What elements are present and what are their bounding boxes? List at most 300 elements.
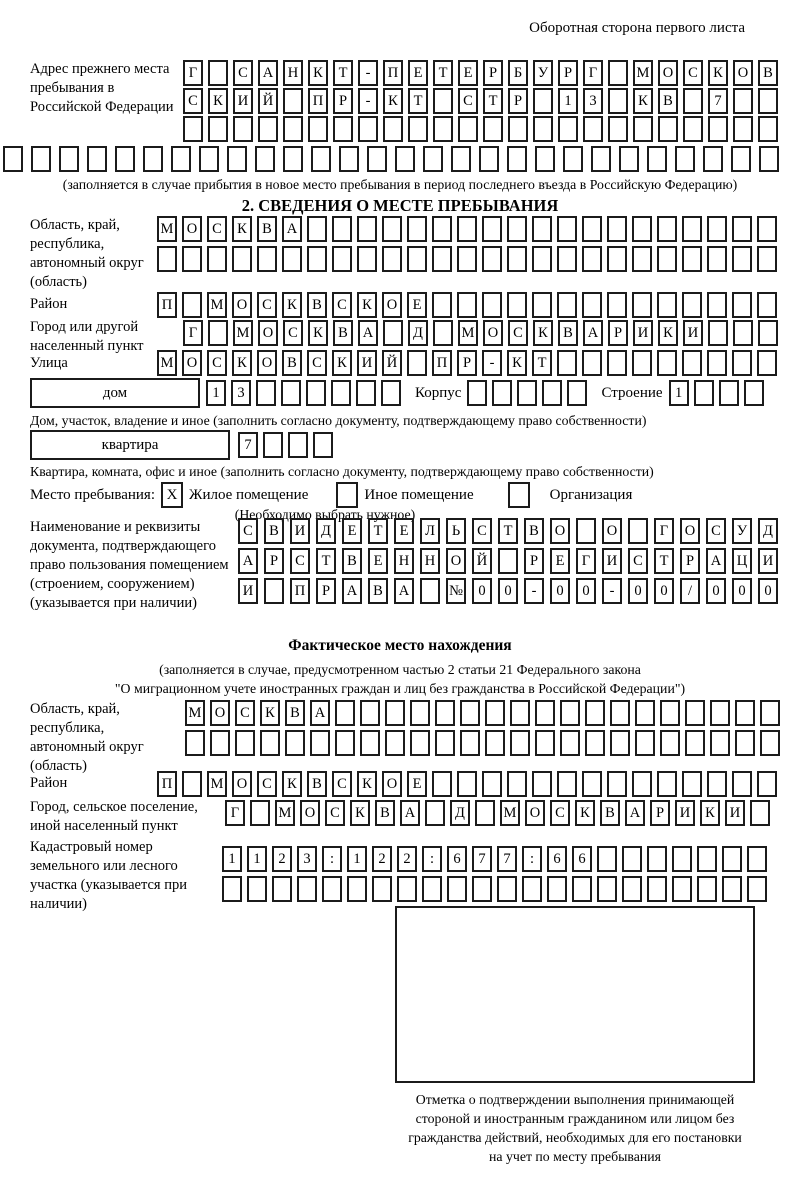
region-row-2	[157, 246, 777, 272]
prev-address-note: (заполняется в случае прибытия в новое место пребывания в период последнего въезда в Российскую Федерацию)	[62, 177, 738, 192]
confirmation-stamp-box	[395, 906, 755, 1083]
stamp-caption	[385, 1090, 765, 1166]
char-box	[710, 700, 730, 726]
char-box	[435, 730, 455, 756]
char-box	[183, 116, 203, 142]
stamp-caption-line: стороной и иностранным гражданином или лицом без	[415, 1111, 735, 1126]
char-box	[433, 88, 453, 114]
char-box	[433, 320, 453, 346]
char-box	[357, 216, 377, 242]
char-box	[622, 846, 642, 872]
char-box	[533, 88, 553, 114]
char-box	[608, 88, 628, 114]
char-box	[517, 380, 537, 406]
char-box	[683, 88, 703, 114]
char-box: Д	[408, 320, 428, 346]
char-box: Т	[483, 88, 503, 114]
apartment-cells	[238, 432, 333, 458]
char-box: А	[310, 700, 330, 726]
char-box: И	[683, 320, 703, 346]
korpus-label: Корпус	[415, 384, 462, 401]
char-box	[685, 730, 705, 756]
stamp-caption-line: гражданства действий, необходимых для его постановки	[408, 1130, 742, 1145]
char-box: Р	[333, 88, 353, 114]
region-label: Область, край, республика, автономный округ (область)	[30, 217, 144, 290]
char-box	[385, 730, 405, 756]
char-box	[227, 146, 247, 172]
char-box: О	[300, 800, 320, 826]
char-box	[597, 846, 617, 872]
char-box	[485, 700, 505, 726]
char-box	[533, 116, 553, 142]
char-box: Е	[407, 292, 427, 318]
char-box	[207, 246, 227, 272]
char-box	[260, 730, 280, 756]
city-row	[183, 320, 778, 346]
char-box: К	[282, 292, 302, 318]
char-box	[560, 700, 580, 726]
char-box	[758, 88, 778, 114]
char-box: Т	[532, 350, 552, 376]
char-box: П	[308, 88, 328, 114]
option-zhiloe-label: Жилое помещение	[189, 486, 309, 503]
char-box: 7	[497, 846, 517, 872]
char-box: И	[725, 800, 745, 826]
char-box	[647, 846, 667, 872]
char-box: В	[307, 771, 327, 797]
char-box	[432, 216, 452, 242]
char-box: К	[533, 320, 553, 346]
char-box: 1	[247, 846, 267, 872]
char-box	[360, 730, 380, 756]
char-box: 6	[572, 846, 592, 872]
char-box: К	[308, 320, 328, 346]
char-box	[560, 730, 580, 756]
char-box: С	[235, 700, 255, 726]
char-box: М	[185, 700, 205, 726]
char-box	[744, 380, 764, 406]
char-box: Т	[368, 518, 388, 544]
char-box	[283, 88, 303, 114]
char-box	[208, 60, 228, 86]
char-box: -	[524, 578, 544, 604]
char-box	[732, 292, 752, 318]
char-box	[308, 116, 328, 142]
char-box: К	[282, 771, 302, 797]
char-box: У	[533, 60, 553, 86]
char-box	[422, 876, 442, 902]
char-box: 7	[238, 432, 258, 458]
char-box	[410, 730, 430, 756]
char-box: С	[283, 320, 303, 346]
section2-title: 2. СВЕДЕНИЯ О МЕСТЕ ПРЕБЫВАНИЯ	[241, 196, 559, 215]
char-box	[472, 876, 492, 902]
char-box: Р	[680, 548, 700, 574]
char-box	[482, 246, 502, 272]
char-box	[758, 320, 778, 346]
apartment-box-label: квартира	[30, 430, 230, 460]
char-box: К	[308, 60, 328, 86]
char-box	[263, 432, 283, 458]
char-box	[457, 771, 477, 797]
char-box: Т	[316, 548, 336, 574]
char-box	[682, 771, 702, 797]
char-box: Е	[408, 60, 428, 86]
char-box: В	[342, 548, 362, 574]
char-box	[757, 292, 777, 318]
char-box	[182, 771, 202, 797]
actual-district-label: Район	[30, 775, 68, 791]
char-box: О	[483, 320, 503, 346]
char-box	[759, 146, 779, 172]
char-box	[208, 116, 228, 142]
char-box: 7	[472, 846, 492, 872]
char-box	[233, 116, 253, 142]
char-box: В	[658, 88, 678, 114]
char-box: И	[357, 350, 377, 376]
street-label: Улица	[30, 355, 68, 371]
char-box	[408, 116, 428, 142]
cadastral-row-1	[222, 846, 767, 872]
char-box	[685, 700, 705, 726]
char-box	[710, 730, 730, 756]
char-box	[582, 292, 602, 318]
char-box	[171, 146, 191, 172]
char-box	[432, 771, 452, 797]
char-box: Т	[654, 548, 674, 574]
char-box	[682, 292, 702, 318]
char-box	[632, 216, 652, 242]
char-box: 1	[669, 380, 689, 406]
char-box	[322, 876, 342, 902]
char-box	[510, 700, 530, 726]
char-box: И	[290, 518, 310, 544]
char-box	[675, 146, 695, 172]
char-box: Д	[758, 518, 778, 544]
char-box	[281, 380, 301, 406]
char-box	[360, 700, 380, 726]
char-box	[572, 876, 592, 902]
char-box: Е	[342, 518, 362, 544]
char-box	[760, 730, 780, 756]
char-box: С	[332, 292, 352, 318]
char-box	[382, 246, 402, 272]
char-box: Т	[333, 60, 353, 86]
char-box	[307, 246, 327, 272]
char-box	[235, 730, 255, 756]
char-box: М	[275, 800, 295, 826]
char-box	[733, 116, 753, 142]
char-box	[608, 60, 628, 86]
char-box: М	[207, 771, 227, 797]
char-box: А	[625, 800, 645, 826]
actual-region-row-1	[185, 700, 780, 726]
cadastral-row-2	[222, 876, 767, 902]
actual-city-row	[225, 800, 770, 826]
char-box	[31, 146, 51, 172]
char-box	[307, 216, 327, 242]
region-row-1	[157, 216, 777, 242]
char-box	[510, 730, 530, 756]
stay-type-line	[30, 482, 638, 508]
char-box: К	[357, 292, 377, 318]
char-box	[707, 216, 727, 242]
char-box: :	[322, 846, 342, 872]
char-box	[682, 350, 702, 376]
char-box	[115, 146, 135, 172]
char-box: С	[325, 800, 345, 826]
house-cells	[206, 380, 401, 406]
char-box: И	[233, 88, 253, 114]
char-box	[522, 876, 542, 902]
char-box	[222, 876, 242, 902]
char-box	[703, 146, 723, 172]
char-box: О	[602, 518, 622, 544]
char-box	[607, 216, 627, 242]
char-box	[657, 292, 677, 318]
char-box	[682, 216, 702, 242]
char-box: С	[290, 548, 310, 574]
char-box	[558, 116, 578, 142]
char-box	[607, 246, 627, 272]
char-box: С	[257, 292, 277, 318]
char-box: В	[558, 320, 578, 346]
char-box: М	[458, 320, 478, 346]
char-box: Р	[264, 548, 284, 574]
char-box	[747, 876, 767, 902]
char-box	[332, 246, 352, 272]
char-box: С	[458, 88, 478, 114]
char-box	[482, 771, 502, 797]
char-box	[59, 146, 79, 172]
char-box: Г	[183, 60, 203, 86]
char-box	[757, 771, 777, 797]
actual-city-label: Город, сельское поселение, иной населенный пункт	[30, 799, 198, 834]
prev-address-row-4	[3, 146, 779, 172]
char-box: П	[157, 771, 177, 797]
char-box	[610, 700, 630, 726]
char-box: Н	[283, 60, 303, 86]
char-box: В	[600, 800, 620, 826]
char-box: М	[207, 292, 227, 318]
char-box	[425, 800, 445, 826]
char-box: Р	[558, 60, 578, 86]
stamp-caption-line: на учет по месту пребывания	[489, 1149, 661, 1164]
char-box: К	[658, 320, 678, 346]
char-box: 2	[372, 846, 392, 872]
char-box	[632, 292, 652, 318]
char-box	[532, 771, 552, 797]
char-box	[622, 876, 642, 902]
char-box: В	[758, 60, 778, 86]
document-label: Наименование и реквизиты документа, подтверждающего право пользования помещением (строением, сооружением) (указывается при наличии)	[30, 519, 229, 611]
char-box: Н	[394, 548, 414, 574]
char-box	[381, 380, 401, 406]
char-box: №	[446, 578, 466, 604]
char-box	[255, 146, 275, 172]
actual-region-row-2	[185, 730, 780, 756]
char-box: О	[232, 771, 252, 797]
char-box	[757, 246, 777, 272]
document-row-1	[238, 518, 778, 544]
char-box: И	[238, 578, 258, 604]
char-box	[547, 876, 567, 902]
char-box: С	[628, 548, 648, 574]
char-box: Б	[508, 60, 528, 86]
char-box	[335, 730, 355, 756]
char-box: Й	[258, 88, 278, 114]
char-box	[483, 116, 503, 142]
char-box: О	[182, 350, 202, 376]
char-box	[607, 771, 627, 797]
char-box: С	[508, 320, 528, 346]
char-box	[660, 700, 680, 726]
char-box: 0	[706, 578, 726, 604]
char-box: А	[706, 548, 726, 574]
char-box	[732, 246, 752, 272]
char-box: А	[258, 60, 278, 86]
char-box: 1	[206, 380, 226, 406]
char-box	[283, 146, 303, 172]
char-box: В	[307, 292, 327, 318]
house-line	[30, 378, 764, 408]
char-box	[576, 518, 596, 544]
char-box: С	[207, 350, 227, 376]
char-box: Р	[608, 320, 628, 346]
char-box	[264, 578, 284, 604]
char-box	[707, 771, 727, 797]
char-box: Т	[433, 60, 453, 86]
char-box: В	[264, 518, 284, 544]
char-box	[498, 548, 518, 574]
checkbox-inoe	[336, 482, 358, 508]
char-box	[407, 246, 427, 272]
document-rows	[238, 518, 778, 608]
char-box	[423, 146, 443, 172]
actual-note-line2: "О миграционном учете иностранных граждан и лиц без гражданства в Российской Федерации")	[114, 681, 686, 696]
char-box: М	[633, 60, 653, 86]
char-box: О	[733, 60, 753, 86]
char-box	[697, 846, 717, 872]
char-box: К	[260, 700, 280, 726]
char-box: О	[382, 292, 402, 318]
char-box	[395, 146, 415, 172]
char-box	[339, 146, 359, 172]
char-box	[683, 116, 703, 142]
char-box	[331, 380, 351, 406]
prev-address-row-1	[183, 60, 778, 86]
char-box: Р	[483, 60, 503, 86]
char-box	[658, 116, 678, 142]
char-box	[507, 246, 527, 272]
char-box: С	[233, 60, 253, 86]
char-box	[432, 292, 452, 318]
char-box: В	[333, 320, 353, 346]
char-box: К	[507, 350, 527, 376]
char-box: 3	[583, 88, 603, 114]
char-box: К	[208, 88, 228, 114]
char-box: 6	[547, 846, 567, 872]
actual-region-rows	[185, 700, 780, 760]
char-box	[182, 292, 202, 318]
char-box: Р	[508, 88, 528, 114]
char-box	[385, 700, 405, 726]
char-box	[283, 116, 303, 142]
char-box	[382, 216, 402, 242]
char-box: О	[550, 518, 570, 544]
char-box	[722, 876, 742, 902]
char-box: /	[680, 578, 700, 604]
char-box	[632, 771, 652, 797]
char-box	[633, 116, 653, 142]
char-box	[210, 730, 230, 756]
char-box	[3, 146, 23, 172]
char-box: О	[525, 800, 545, 826]
char-box: В	[524, 518, 544, 544]
actual-district-row	[157, 771, 777, 797]
char-box: Т	[498, 518, 518, 544]
char-box	[733, 88, 753, 114]
char-box: Е	[394, 518, 414, 544]
char-box	[482, 216, 502, 242]
char-box: В	[375, 800, 395, 826]
char-box	[657, 246, 677, 272]
char-box: Г	[576, 548, 596, 574]
char-box	[182, 246, 202, 272]
char-box: А	[400, 800, 420, 826]
char-box	[731, 146, 751, 172]
char-box: 0	[628, 578, 648, 604]
char-box: М	[500, 800, 520, 826]
char-box	[507, 771, 527, 797]
char-box	[732, 216, 752, 242]
char-box: К	[633, 88, 653, 114]
char-box: В	[257, 216, 277, 242]
char-box	[497, 876, 517, 902]
char-box	[475, 800, 495, 826]
char-box: К	[232, 216, 252, 242]
char-box: А	[358, 320, 378, 346]
char-box	[232, 246, 252, 272]
char-box	[608, 116, 628, 142]
char-box: Ь	[446, 518, 466, 544]
char-box: Д	[450, 800, 470, 826]
char-box: А	[583, 320, 603, 346]
char-box: И	[675, 800, 695, 826]
char-box	[719, 380, 739, 406]
char-box: В	[285, 700, 305, 726]
char-box: К	[700, 800, 720, 826]
char-box	[407, 216, 427, 242]
char-box	[143, 146, 163, 172]
char-box: Л	[420, 518, 440, 544]
char-box: О	[182, 216, 202, 242]
char-box	[582, 771, 602, 797]
char-box: 3	[231, 380, 251, 406]
stroenie-cells	[669, 380, 764, 406]
char-box: Г	[225, 800, 245, 826]
char-box: В	[368, 578, 388, 604]
char-box	[567, 380, 587, 406]
option-inoe-label: Иное помещение	[364, 486, 474, 503]
char-box: И	[602, 548, 622, 574]
char-box	[357, 246, 377, 272]
char-box	[199, 146, 219, 172]
char-box: 2	[397, 846, 417, 872]
char-box	[647, 876, 667, 902]
char-box	[672, 876, 692, 902]
char-box	[582, 246, 602, 272]
